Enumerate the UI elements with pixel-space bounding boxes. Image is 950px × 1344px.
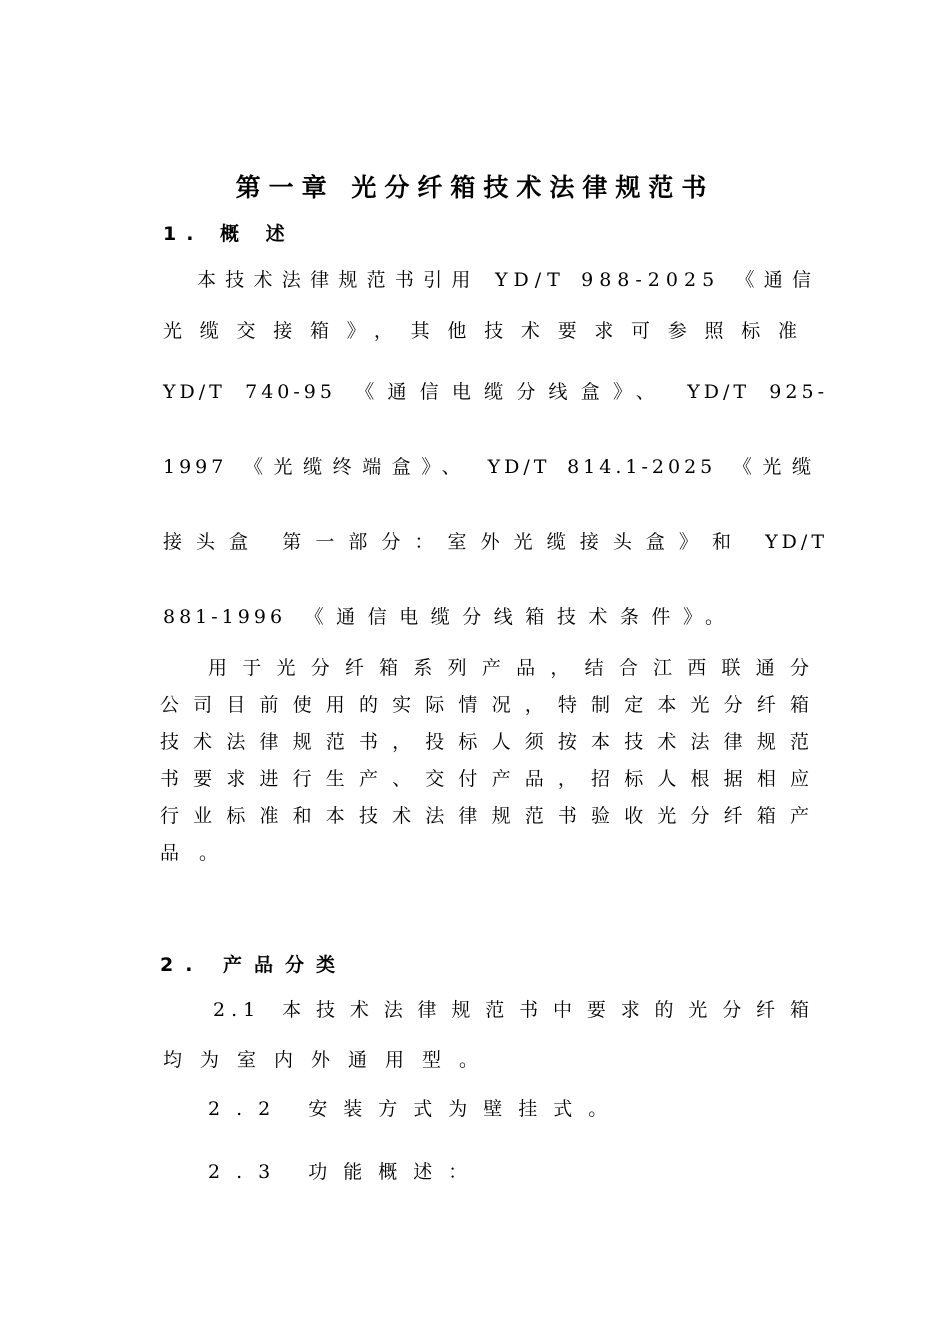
section-1-p2-line-2: 公司目前使用的实际情况，特制定本光分纤箱 [160, 694, 815, 716]
section-1-p1-line-1: 本技术法律规范书引用 YD/T 988-2025 《通信 [197, 269, 817, 291]
chapter-title: 第一章 光分纤箱技术法律规范书 [235, 173, 715, 202]
section-2-item-1-line-1: 2.1 本技术法律规范书中要求的光分纤箱 [213, 999, 815, 1021]
section-1-p2-line-3: 技术法律规范书，投标人须按本技术法律规范 [160, 731, 815, 753]
section-1-p1-line-2: 光缆交接箱》，其他技术要求可参照标准 [163, 320, 803, 342]
section-1-p1-line-3: YD/T 740-95 《通信电缆分线盒》、 YD/T 925- [163, 381, 828, 403]
section-1-heading: 1. 概 述 [163, 223, 295, 245]
section-2-item-3: 2.3 功能概述： [208, 1161, 484, 1183]
section-1-p2-line-5: 行业标准和本技术法律规范书验收光分纤箱产 [160, 805, 815, 827]
section-2-heading: 2. 产品分类 [160, 954, 348, 976]
section-1-p2-line-4: 书要求进行生产、交付产品，招标人根据相应 [160, 768, 815, 790]
section-2-item-1-line-2: 均为室内外通用型。 [163, 1049, 497, 1071]
section-1-p2-line-6: 品。 [160, 842, 239, 864]
section-1-p1-line-5: 接头盒 第一部分：室外光缆接头盒》和 YD/T [163, 531, 828, 553]
section-1-p1-line-4: 1997 《光缆终端盒》、 YD/T 814.1-2025 《光缆 [163, 456, 815, 478]
section-1-p2-line-1: 用于光分纤箱系列产品，结合江西联通分 [208, 657, 815, 679]
section-1-p1-line-6: 881-1996 《通信电缆分线箱技术条件》。 [163, 606, 728, 628]
section-2-item-2: 2.2 安装方式为壁挂式。 [208, 1098, 624, 1120]
